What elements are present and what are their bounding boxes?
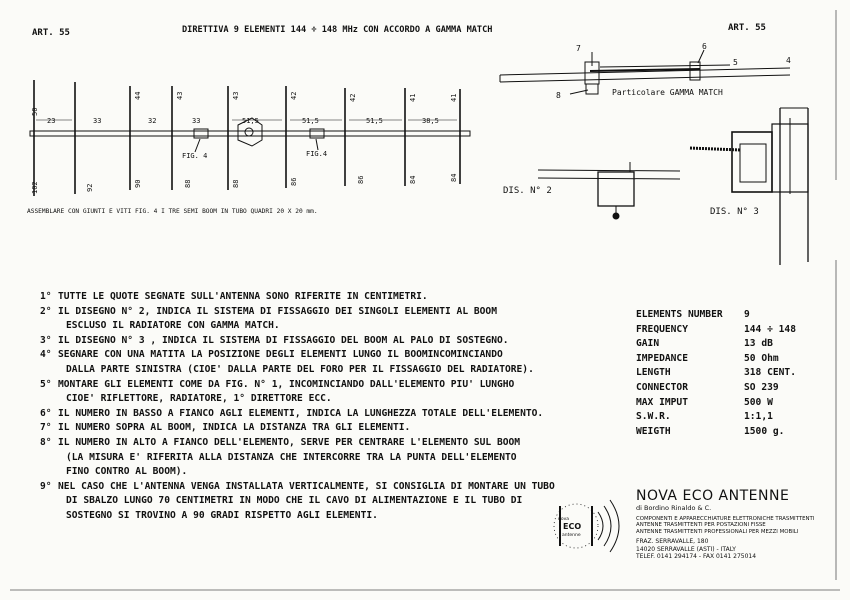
instruction-item (40, 305, 600, 320)
length-label: 88 (232, 179, 240, 188)
height-label: 42 (290, 91, 298, 100)
dis2-drawing (538, 162, 680, 219)
instruction-continuation: ESCLUSO IL RADIATORE CON GAMMA MATCH. (66, 320, 280, 332)
instruction-text: MONTARE GLI ELEMENTI COME DA FIG. N° 1, INCOMINCIANDO DALL'ELEMENTO PIU' LUNGHO (58, 378, 515, 390)
spec-key: GAIN (636, 338, 660, 350)
elements (34, 80, 460, 196)
spacing-label: 23 (47, 117, 56, 125)
assembly-note: ASSEMBLARE CON GIUNTI E VITI FIG. 4 I TRE SEMI BOOM IN TUBO QUADRI 20 X 20 mm. (27, 208, 318, 215)
gamma-label-8: 8 (556, 91, 561, 100)
gamma-label-5: 5 (733, 58, 738, 67)
instruction-text: TUTTE LE QUOTE SEGNATE SULL'ANTENNA SONO RIFERITE IN CENTIMETRI. (58, 291, 428, 302)
spec-key: FREQUENCY (636, 323, 688, 335)
instruction-continuation: CIOE' RIFLETTORE, RADIATORE, 1° DIRETTORE ECC. (66, 393, 332, 405)
instruction-text: IL NUMERO SOPRA AL BOOM, INDICA LA DISTANZA TRA GLI ELEMENTI. (58, 422, 411, 434)
height-label: 44 (134, 91, 142, 100)
company-desc-2: ANTENNE TRASMITTENTI PER POSTAZIONI FISSE (636, 522, 766, 529)
spec-value: 144 ÷ 148 (744, 323, 796, 335)
height-label: 50 (31, 107, 39, 116)
instruction-number: 3° (40, 334, 52, 346)
instruction-item (40, 407, 600, 422)
spec-key: S.W.R. (636, 411, 671, 423)
spacing-label: 38,5 (422, 117, 439, 125)
art-number-left: ART. 55 (32, 28, 70, 38)
height-label: 41 (409, 93, 417, 102)
spacing-label: 33 (93, 117, 102, 125)
gamma-label-4: 4 (786, 56, 791, 65)
length-label: 84 (450, 173, 458, 182)
length-label: 102 (31, 181, 39, 194)
spec-row (636, 323, 796, 338)
company-desc-1: COMPONENTI E APPARECCHIATURE ELETTRONICHE TRASMITTENTI (636, 516, 815, 522)
spec-row (636, 366, 796, 381)
company-addr-3: TELEF. 0141 294174 - FAX 0141 275014 (636, 553, 757, 561)
art-number-right: ART. 55 (728, 23, 766, 33)
fig4-label-b: FIG.4 (306, 150, 328, 158)
length-label: 88 (184, 179, 192, 188)
joint-fig4-a (194, 129, 208, 138)
gamma-label-7: 7 (576, 44, 581, 53)
instruction-number: 5° (40, 378, 52, 390)
spacing-label: 51,5 (242, 117, 259, 125)
instruction-text: SEGNARE CON UNA MATITA LA POSIZIONE DEGLI ELEMENTI LUNGO IL BOOMINCOMINCIANDO (58, 349, 503, 361)
instruction-number: 9° (40, 480, 52, 492)
fig4-label-a: FIG. 4 (182, 152, 208, 160)
spec-value: 318 CENT. (744, 367, 796, 379)
logo-eco-text: ECO (563, 522, 582, 531)
height-label: 43 (232, 91, 240, 100)
instruction-number: 7° (40, 422, 52, 434)
instruction-continuation: SOSTEGNO SI TROVINO A 90 GRADI RISPETTO AGLI ELEMENTI. (66, 509, 378, 521)
spec-key: ELEMENTS NUMBER (636, 309, 723, 320)
instruction-number: 6° (40, 407, 52, 419)
company-block (636, 488, 814, 561)
instruction-text: IL DISEGNO N° 2, INDICA IL SISTEMA DI FISSAGGIO DEI SINGOLI ELEMENTI AL BOOM (58, 305, 497, 317)
joint-fig4-b (310, 129, 324, 138)
spec-value: 1500 g. (744, 425, 785, 437)
instruction-continuation: DI SBALZO LUNGO 70 CENTIMETRI IN MODO CHE IL CAVO DI ALIMENTAZIONE E IL TUBO DI (66, 495, 523, 507)
spec-row (636, 425, 796, 440)
spec-row (636, 396, 796, 411)
instruction-item (40, 290, 600, 305)
dis3-label: DIS. N° 3 (710, 207, 759, 217)
company-name: NOVA ECO ANTENNE (636, 488, 790, 504)
company-addr-2: 14020 SERRAVALLE (ASTI) - ITALY (636, 545, 736, 553)
instruction-number: 1° (40, 291, 52, 302)
instruction-number: 4° (40, 349, 52, 361)
instruction-item (40, 378, 600, 393)
length-label: 84 (409, 175, 417, 184)
length-label: 86 (290, 177, 298, 186)
length-label: 90 (134, 179, 142, 188)
spec-key: CONNECTOR (636, 381, 688, 393)
spec-row (636, 337, 796, 352)
dis3-drawing (690, 108, 808, 265)
spacing-label: 51,5 (302, 117, 319, 125)
instruction-text: IL NUMERO IN BASSO A FIANCO AGLI ELEMENTI, INDICA LA LUNGHEZZA TOTALE DELL'ELEMENTO. (58, 407, 544, 419)
instruction-text: IL DISEGNO N° 3 , INDICA IL SISTEMA DI FISSAGGIO DEL BOOM AL PALO DI SOSTEGNO. (58, 334, 509, 346)
page-title: DIRETTIVA 9 ELEMENTI 144 ÷ 148 MHz CON ACCORDO A GAMMA MATCH (182, 25, 493, 35)
height-label: 41 (450, 93, 458, 102)
company-owner: di Bordino Rinaldo & C. (636, 504, 712, 512)
instruction-item (40, 348, 600, 363)
logo-bottom-text: antenne (562, 533, 581, 538)
spacing-label: 33 (192, 117, 201, 125)
logo-top-text: nova (558, 517, 570, 522)
instruction-item (40, 436, 600, 451)
instructions-list (40, 290, 600, 524)
spec-key: LENGTH (636, 367, 671, 379)
instruction-item (40, 421, 600, 436)
gamma-label-6: 6 (702, 42, 707, 51)
instruction-item (40, 334, 600, 349)
instruction-continuation: FINO CONTRO AL BOOM). (66, 466, 188, 478)
instruction-text: NEL CASO CHE L'ANTENNA VENGA INSTALLATA VERTICALMENTE, SI CONSIGLIA DI MONTARE UN TUBO (58, 480, 555, 492)
spec-key: IMPEDANCE (636, 352, 688, 364)
spec-value: 500 W (744, 396, 773, 408)
spec-value: 9 (744, 309, 750, 320)
instruction-number: 8° (40, 436, 52, 448)
gamma-caption: Particolare GAMMA MATCH (612, 88, 723, 97)
spacing-label: 32 (148, 117, 157, 125)
length-label: 92 (86, 183, 94, 192)
spec-value: SO 239 (744, 381, 779, 393)
specs-table (636, 308, 796, 439)
spec-value: 1:1,1 (744, 411, 773, 423)
instruction-continuation: (LA MISURA E' RIFERITA ALLA DISTANZA CHE INTERCORRE TRA LA PUNTA DELL'ELEMENTO (66, 451, 517, 463)
spec-key: WEIGTH (636, 425, 671, 437)
company-desc-3: ANTENNE TRASMITTENTI PROFESSIONALI PER MEZZI MOBILI (636, 528, 799, 535)
length-label: 86 (357, 175, 365, 184)
spec-value: 50 Ohm (744, 352, 779, 364)
spacing-label: 51,5 (366, 117, 383, 125)
boom (30, 131, 470, 136)
dis2-label: DIS. N° 2 (503, 186, 552, 196)
instruction-number: 2° (40, 305, 52, 317)
spec-row (636, 352, 796, 367)
spec-key: MAX IMPUT (636, 396, 688, 408)
instruction-text: IL NUMERO IN ALTO A FIANCO DELL'ELEMENTO, SERVE PER CENTRARE L'ELEMENTO SUL BOOM (58, 436, 521, 448)
spec-row (636, 410, 796, 425)
height-label: 42 (349, 93, 357, 102)
instruction-continuation: DALLA PARTE SINISTRA (CIOE' DALLA PARTE DEL FORO PER IL FISSAGGIO DEL RADIATORE). (66, 363, 534, 375)
spec-row (636, 381, 796, 396)
spec-value: 13 dB (744, 338, 773, 350)
instruction-item (40, 480, 600, 495)
company-addr-1: FRAZ. SERRAVALLE, 180 (636, 538, 709, 546)
spec-row (636, 308, 796, 323)
height-label: 43 (176, 91, 184, 100)
